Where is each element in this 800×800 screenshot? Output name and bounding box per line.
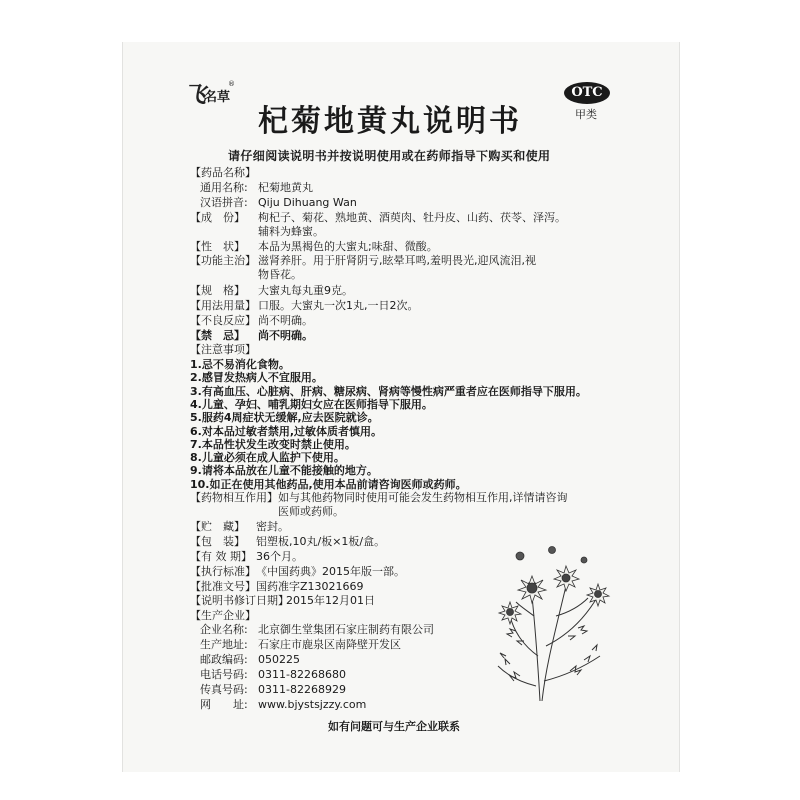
- ingredients-value-2: 辅料为蜂蜜。: [258, 225, 324, 238]
- adverse-value: 尚不明确。: [258, 314, 313, 327]
- logo-mark: 飞: [184, 82, 207, 108]
- contra-value: 尚不明确。: [258, 329, 313, 342]
- pinyin-label: 汉语拼音:: [200, 196, 248, 209]
- revision-value: 2015年12月01日: [286, 594, 375, 607]
- manufacturer-header: 【生产企业】: [190, 609, 256, 622]
- ingredients-row: [190, 211, 566, 225]
- precaution-item: 10.如正在使用其他药品,使用本品前请咨询医师或药师。: [190, 477, 467, 491]
- ingredients-value: 枸杞子、菊花、熟地黄、酒萸肉、牡丹皮、山药、茯苓、泽泻。: [258, 211, 566, 224]
- company-name-label: 企业名称:: [200, 623, 248, 636]
- spec-value: 大蜜丸每丸重9克。: [258, 284, 353, 297]
- precaution-item: 8.儿童必须在成人监护下使用。: [190, 451, 345, 465]
- otc-class: 甲类: [575, 108, 597, 121]
- brand-logo: [184, 78, 234, 108]
- package-row: [190, 535, 385, 549]
- interactions-value: 如与其他药物同时使用可能会发生药物相互作用,详情请咨询: [278, 491, 568, 504]
- storage-row: [190, 520, 289, 534]
- properties-label: 【性 状】: [190, 240, 245, 253]
- fax-value: 0311-82268929: [258, 683, 346, 696]
- postcode-row: [200, 653, 300, 667]
- contact-note: 如有问题可与生产企业联系: [328, 720, 460, 733]
- subtitle: 请仔细阅读说明书并按说明使用或在药师指导下购买和使用: [228, 149, 551, 163]
- revision-label: 【说明书修订日期】: [190, 594, 289, 607]
- indications-row: [190, 254, 536, 268]
- interactions-label: 【药物相互作用】: [190, 491, 278, 504]
- dosage-row: [190, 299, 419, 313]
- package-value: 铝塑板,10丸/板×1板/盒。: [256, 535, 386, 548]
- package-label: 【包 装】: [190, 535, 245, 548]
- approval-label: 【批准文号】: [190, 580, 256, 593]
- phone-value: 0311-82268680: [258, 668, 346, 681]
- standard-value: 《中国药典》2015年版一部。: [256, 565, 405, 578]
- contra-row: [190, 329, 313, 343]
- postcode-value: 050225: [258, 653, 300, 666]
- dosage-value: 口服。大蜜丸一次1丸,一日2次。: [258, 299, 419, 312]
- contra-label: 【禁 忌】: [190, 329, 245, 342]
- validity-row: [190, 550, 303, 564]
- website-label: 网 址:: [200, 698, 248, 711]
- standard-row: [190, 565, 405, 579]
- address-value: 石家庄市鹿泉区南降壁开发区: [258, 638, 401, 651]
- precaution-item: 1.忌不易消化食物。: [190, 358, 290, 371]
- logo-text: 名草: [204, 90, 231, 105]
- page-title: 杞菊地黄丸说明书: [258, 104, 522, 139]
- website-value: www.bjystsjzzy.com: [258, 698, 367, 711]
- interactions-value-2: 医师或药师。: [278, 505, 344, 518]
- drug-name-header: 【药品名称】: [190, 166, 256, 179]
- ingredients-label: 【成 份】: [190, 211, 245, 224]
- properties-value: 本品为黑褐色的大蜜丸;味甜、微酸。: [258, 240, 438, 253]
- address-label: 生产地址:: [200, 638, 248, 651]
- precaution-item: 4.儿童、孕妇、哺乳期妇女应在医师指导下服用。: [190, 397, 433, 411]
- properties-row: [190, 240, 438, 254]
- pinyin-row: [200, 196, 357, 210]
- indications-value: 滋肾养肝。用于肝肾阴亏,眩晕耳鸣,羞明畏光,迎风流泪,视: [258, 254, 536, 267]
- fax-label: 传真号码:: [200, 683, 248, 696]
- spec-row: [190, 284, 353, 298]
- registered-mark: ®: [228, 80, 235, 88]
- company-name-row: [200, 623, 434, 637]
- precaution-item: 3.有高血压、心脏病、肝病、糖尿病、肾病等慢性病严重者应在医师指导下服用。: [190, 384, 587, 398]
- postcode-label: 邮政编码:: [200, 653, 248, 666]
- generic-name-value: 杞菊地黄丸: [258, 181, 313, 194]
- generic-name-label: 通用名称:: [200, 181, 248, 194]
- validity-label: 【有 效 期】: [190, 550, 252, 563]
- validity-value: 36个月。: [256, 550, 303, 563]
- otc-badge: OTC: [564, 82, 610, 104]
- approval-value: 国药准字Z13021669: [256, 580, 364, 593]
- pinyin-value: Qiju Dihuang Wan: [258, 196, 357, 209]
- approval-row: [190, 580, 364, 594]
- adverse-row: [190, 314, 313, 328]
- phone-row: [200, 668, 346, 682]
- indications-value-2: 物昏花。: [258, 268, 302, 281]
- standard-label: 【执行标准】: [190, 565, 256, 578]
- company-name-value: 北京御生堂集团石家庄制药有限公司: [258, 623, 434, 636]
- spec-label: 【规 格】: [190, 284, 245, 297]
- fax-row: [200, 683, 346, 697]
- indications-label: 【功能主治】: [190, 254, 256, 267]
- precaution-item: 5.服药4周症状无缓解,应去医院就诊。: [190, 411, 379, 425]
- address-row: [200, 638, 401, 652]
- precaution-item: 9.请将本品放在儿童不能接触的地方。: [190, 464, 378, 478]
- phone-label: 电话号码:: [200, 668, 248, 681]
- chrysanthemum-illustration: [480, 536, 630, 706]
- generic-name-row: [200, 181, 313, 195]
- dosage-label: 【用法用量】: [190, 299, 256, 312]
- precaution-item: 7.本品性状发生改变时禁止使用。: [190, 437, 356, 451]
- website-row: [200, 698, 366, 712]
- revision-row: [190, 594, 375, 608]
- storage-label: 【贮 藏】: [190, 520, 245, 533]
- adverse-label: 【不良反应】: [190, 314, 256, 327]
- interactions-row: [190, 491, 568, 505]
- precaution-item: 2.感冒发热病人不宜服用。: [190, 371, 323, 385]
- precaution-item: 6.对本品过敏者禁用,过敏体质者慎用。: [190, 424, 383, 438]
- precautions-header: 【注意事项】: [190, 343, 256, 356]
- storage-value: 密封。: [256, 520, 289, 533]
